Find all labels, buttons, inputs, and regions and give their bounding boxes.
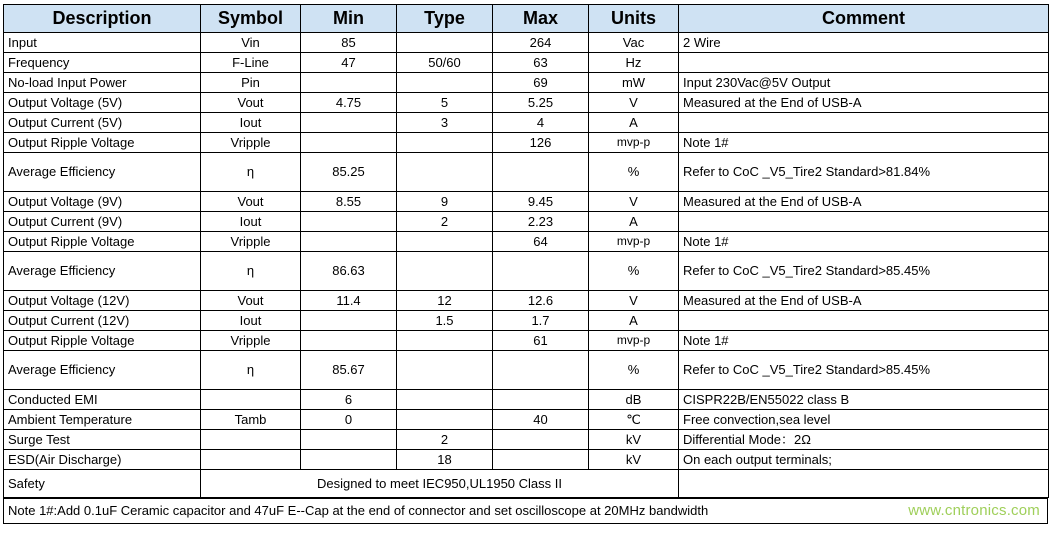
cell-safety-standard: Designed to meet IEC950,UL1950 Class II [201,470,679,498]
cell-units: dB [589,390,679,410]
cell-comment: Note 1# [679,331,1049,351]
cell-units: Vac [589,33,679,53]
column-header-units: Units [589,5,679,33]
cell-max: 9.45 [493,192,589,212]
cell-type: 12 [397,291,493,311]
cell-comment: Free convection,sea level [679,410,1049,430]
cell-max [493,351,589,390]
watermark: www.cntronics.com [908,502,1040,519]
cell-symbol: Vout [201,93,301,113]
cell-symbol: Vout [201,192,301,212]
note-table [3,498,1048,524]
cell-description: Average Efficiency [4,153,201,192]
cell-min: 85.67 [301,351,397,390]
cell-type: 2 [397,212,493,232]
table-row [4,450,1049,470]
cell-max [493,390,589,410]
cell-min [301,450,397,470]
table-row [4,470,1049,498]
cell-comment [679,470,1049,498]
table-row [4,311,1049,331]
cell-symbol: Tamb [201,410,301,430]
cell-max [493,450,589,470]
cell-description: Output Ripple Voltage [4,331,201,351]
cell-type [397,73,493,93]
cell-description: Safety [4,470,201,498]
cell-comment: Refer to CoC _V5_Tire2 Standard>85.45% [679,252,1049,291]
cell-min [301,311,397,331]
cell-max: 61 [493,331,589,351]
cell-comment [679,53,1049,73]
cell-units: mvp-p [589,133,679,153]
cell-min: 86.63 [301,252,397,291]
cell-max [493,430,589,450]
column-header-max: Max [493,5,589,33]
cell-description: ESD(Air Discharge) [4,450,201,470]
cell-type [397,351,493,390]
cell-units: V [589,192,679,212]
cell-description: Output Current (12V) [4,311,201,331]
cell-max: 4 [493,113,589,133]
cell-symbol [201,390,301,410]
cell-description: Output Voltage (9V) [4,192,201,212]
cell-description: Output Ripple Voltage [4,133,201,153]
cell-type [397,390,493,410]
cell-units: V [589,93,679,113]
cell-type: 5 [397,93,493,113]
table-row [4,252,1049,291]
cell-units: kV [589,450,679,470]
table-header [4,5,1049,33]
table-row [4,390,1049,410]
table-header-row [4,5,1049,33]
cell-type [397,232,493,252]
cell-min: 4.75 [301,93,397,113]
table-row [4,153,1049,192]
cell-type: 50/60 [397,53,493,73]
cell-max: 2.23 [493,212,589,232]
cell-min: 85.25 [301,153,397,192]
cell-min: 8.55 [301,192,397,212]
cell-symbol: η [201,351,301,390]
cell-type [397,33,493,53]
cell-units: % [589,351,679,390]
cell-min [301,113,397,133]
cell-comment: Measured at the End of USB-A [679,291,1049,311]
table-row [4,410,1049,430]
cell-description: Output Current (9V) [4,212,201,232]
cell-max: 69 [493,73,589,93]
cell-max: 264 [493,33,589,53]
cell-min [301,212,397,232]
cell-type: 3 [397,113,493,133]
cell-comment: Measured at the End of USB-A [679,93,1049,113]
cell-symbol [201,450,301,470]
cell-comment: Measured at the End of USB-A [679,192,1049,212]
cell-comment: 2 Wire [679,33,1049,53]
cell-description: Conducted EMI [4,390,201,410]
column-header-min: Min [301,5,397,33]
cell-min: 47 [301,53,397,73]
cell-description: Output Ripple Voltage [4,232,201,252]
cell-units: Hz [589,53,679,73]
column-header-comment: Comment [679,5,1049,33]
cell-symbol: Iout [201,113,301,133]
cell-min [301,133,397,153]
cell-min [301,331,397,351]
cell-type: 1.5 [397,311,493,331]
cell-comment: Refer to CoC _V5_Tire2 Standard>85.45% [679,351,1049,390]
table-row [4,113,1049,133]
cell-comment [679,212,1049,232]
cell-units: A [589,212,679,232]
cell-units: mvp-p [589,331,679,351]
cell-units: kV [589,430,679,450]
cell-symbol: Vout [201,291,301,311]
column-header-symbol: Symbol [201,5,301,33]
cell-symbol: F-Line [201,53,301,73]
cell-max: 1.7 [493,311,589,331]
table-row [4,133,1049,153]
table-row [4,53,1049,73]
cell-description: Average Efficiency [4,252,201,291]
cell-min [301,73,397,93]
cell-comment: Refer to CoC _V5_Tire2 Standard>81.84% [679,153,1049,192]
cell-symbol: Vripple [201,133,301,153]
table-row [4,232,1049,252]
cell-max: 126 [493,133,589,153]
cell-symbol: Vripple [201,331,301,351]
cell-max [493,252,589,291]
cell-units: mvp-p [589,232,679,252]
cell-symbol: Vin [201,33,301,53]
note-area [3,498,1048,524]
cell-min: 85 [301,33,397,53]
table-row [4,430,1049,450]
table-row [4,93,1049,113]
cell-symbol [201,430,301,450]
cell-max: 63 [493,53,589,73]
cell-min: 11.4 [301,291,397,311]
cell-description: Average Efficiency [4,351,201,390]
table-row [4,499,1048,524]
table-row [4,351,1049,390]
cell-description: Output Current (5V) [4,113,201,133]
cell-units: % [589,153,679,192]
note-text: Note 1#:Add 0.1uF Ceramic capacitor and 47uF E--Cap at the end of connector and set oscilloscope at 20MHz bandwidth [4,499,1048,524]
cell-type [397,252,493,291]
cell-symbol: Iout [201,212,301,232]
cell-max: 40 [493,410,589,430]
table-row [4,73,1049,93]
cell-comment: On each output terminals; [679,450,1049,470]
cell-symbol: η [201,153,301,192]
table-row [4,212,1049,232]
column-header-description: Description [4,5,201,33]
cell-comment [679,311,1049,331]
cell-description: Surge Test [4,430,201,450]
cell-symbol: Vripple [201,232,301,252]
cell-min [301,430,397,450]
specification-table [3,4,1049,498]
cell-description: Output Voltage (12V) [4,291,201,311]
cell-description: Frequency [4,53,201,73]
cell-symbol: η [201,252,301,291]
cell-max: 12.6 [493,291,589,311]
cell-type [397,331,493,351]
cell-min: 0 [301,410,397,430]
table-row [4,192,1049,212]
cell-type [397,410,493,430]
table-row [4,291,1049,311]
cell-symbol: Pin [201,73,301,93]
cell-comment: CISPR22B/EN55022 class B [679,390,1049,410]
cell-type [397,133,493,153]
cell-comment: Note 1# [679,232,1049,252]
cell-description: Output Voltage (5V) [4,93,201,113]
cell-units: ℃ [589,410,679,430]
cell-description: No-load Input Power [4,73,201,93]
cell-type: 18 [397,450,493,470]
cell-units: % [589,252,679,291]
cell-min [301,232,397,252]
cell-symbol: Iout [201,311,301,331]
cell-units: A [589,113,679,133]
cell-max [493,153,589,192]
cell-units: mW [589,73,679,93]
cell-description: Input [4,33,201,53]
cell-min: 6 [301,390,397,410]
cell-comment [679,113,1049,133]
cell-comment: Note 1# [679,133,1049,153]
table-body [4,33,1049,498]
cell-comment: Input 230Vac@5V Output [679,73,1049,93]
table-row [4,331,1049,351]
column-header-type: Type [397,5,493,33]
cell-description: Ambient Temperature [4,410,201,430]
cell-units: A [589,311,679,331]
cell-type: 2 [397,430,493,450]
cell-units: V [589,291,679,311]
cell-max: 64 [493,232,589,252]
cell-type [397,153,493,192]
cell-type: 9 [397,192,493,212]
cell-comment: Differential Mode：2Ω [679,430,1049,450]
table-row [4,33,1049,53]
cell-max: 5.25 [493,93,589,113]
